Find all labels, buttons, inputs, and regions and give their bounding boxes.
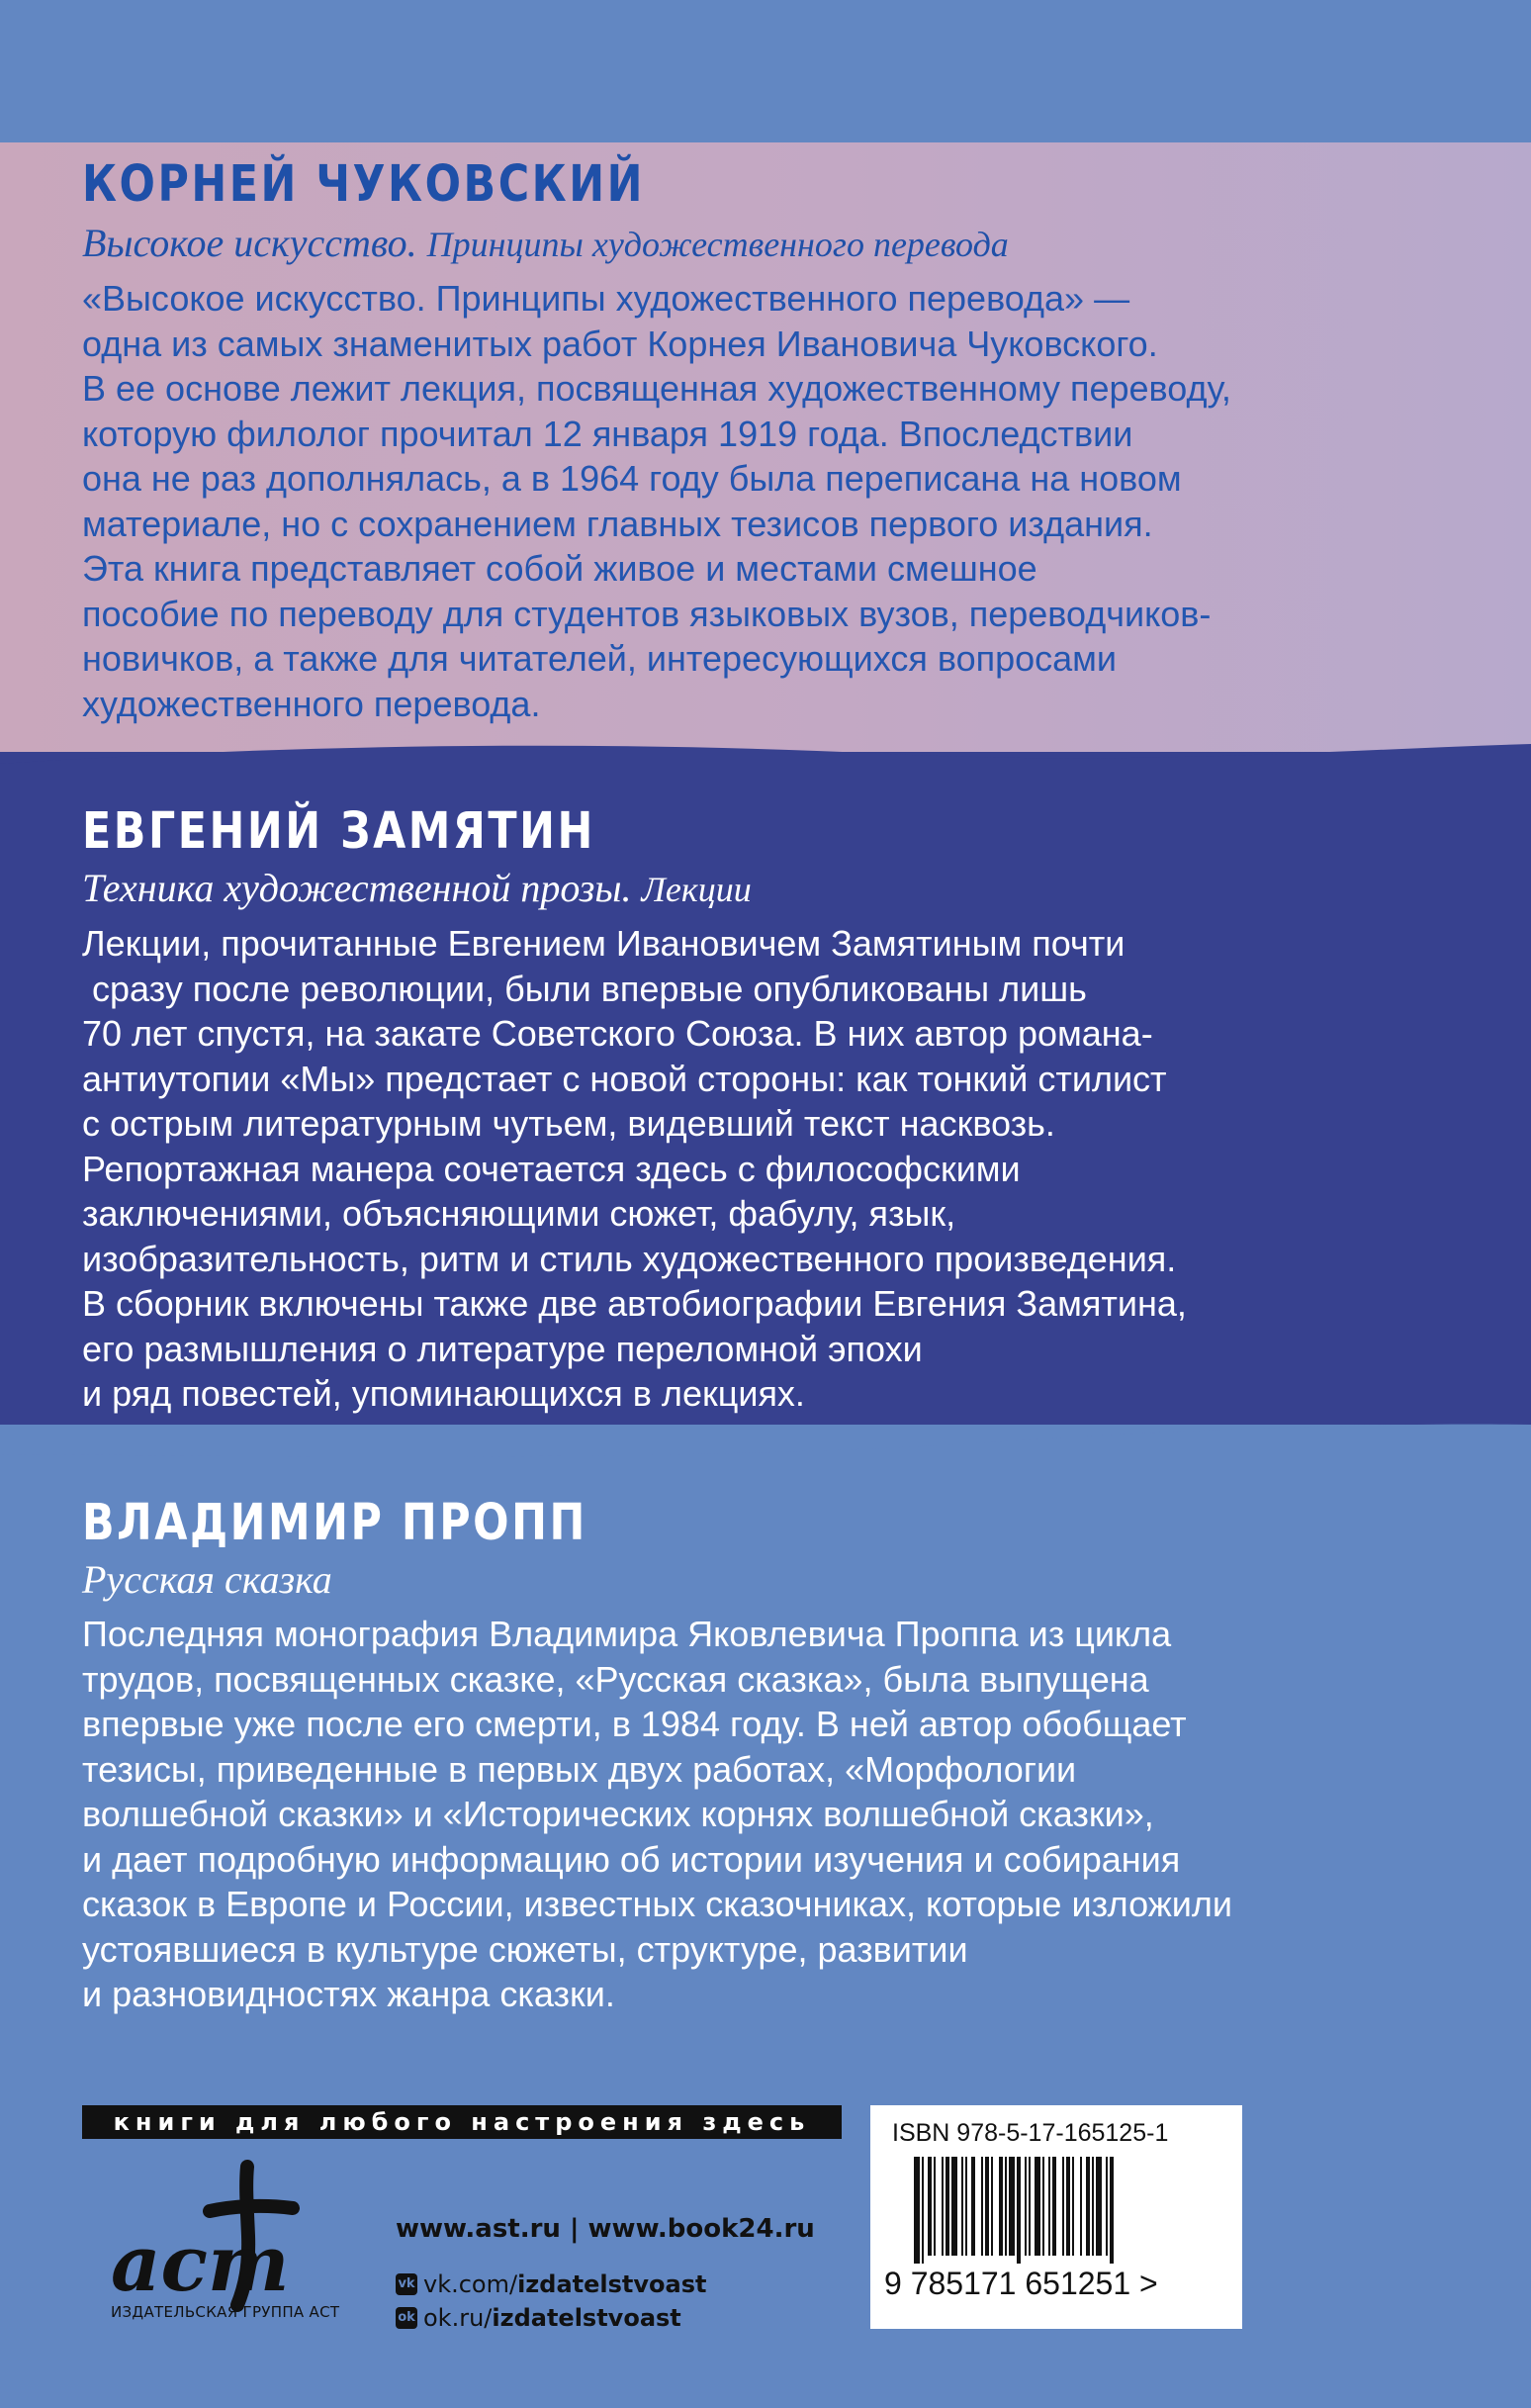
barcode-bar [985, 2157, 989, 2256]
barcode-bar [942, 2157, 944, 2256]
description-line: Лекции, прочитанные Евгением Ивановичем Замятиным почти [82, 923, 1126, 964]
barcode-bar [1092, 2157, 1094, 2256]
barcode-bar [999, 2157, 1003, 2256]
barcode-bar [1062, 2157, 1064, 2256]
title-sub: Лекции [641, 870, 752, 909]
description-line: изобразительность, ритм и стиль художественного произведения. [82, 1238, 1177, 1279]
barcode-bar [1072, 2157, 1074, 2256]
barcode-bar [971, 2157, 975, 2256]
ok-prefix: ok.ru/ [423, 2304, 493, 2332]
vk-prefix: vk.com/ [423, 2270, 518, 2298]
description-line: художественного перевода. [82, 683, 541, 724]
description-line: пособие по переводу для студентов языковых вузов, переводчиков- [82, 593, 1212, 634]
description-line: новичков, а также для читателей, интересующихся вопросами [82, 638, 1118, 679]
barcode-bar [1035, 2157, 1040, 2256]
book-title [82, 216, 1472, 272]
description-line: материале, но с сохранением главных тезисов первого издания. [82, 503, 1153, 544]
barcode-bar [1106, 2157, 1108, 2256]
barcode-digits: 9 785171 651251 > [884, 2266, 1158, 2301]
isbn-barcode-box [870, 2105, 1242, 2329]
ast-logo-icon [99, 2157, 326, 2325]
description-line: В ее основе лежит лекция, посвященная художественному переводу, [82, 368, 1231, 409]
logo-text: аст [111, 2219, 290, 2309]
barcode-bar [1066, 2157, 1070, 2256]
publisher-links [396, 2214, 815, 2335]
barcode-bar [965, 2157, 967, 2256]
website-links[interactable]: www.ast.ru | www.book24.ru [396, 2214, 815, 2244]
isbn-number: ISBN 978-5-17-165125-1 [892, 2119, 1169, 2147]
author-name: ЕВГЕНИЙ ЗАМЯТИН [82, 802, 595, 861]
title-main: Русская сказка [82, 1557, 332, 1602]
description-line: она не раз дополнялась, а в 1964 году была переписана на новом [82, 458, 1182, 499]
description-line: сразу после революции, были впервые опубликованы лишь [82, 968, 1087, 1009]
title-main: Техника художественной прозы. [82, 866, 632, 910]
description-line: с острым литературным чутьем, видевший текст насквозь. [82, 1103, 1055, 1144]
ok-handle: izdatelstvoast [492, 2304, 681, 2332]
ok-link[interactable] [396, 2301, 815, 2335]
barcode-icon [914, 2157, 1207, 2264]
description-line: заключениями, объясняющими сюжет, фабулу, язык, [82, 1193, 956, 1234]
description-line: и ряд повестей, упоминающихся в лекциях. [82, 1373, 805, 1414]
description-line: В сборник включены также две автобиографии Евгения Замятина, [82, 1283, 1187, 1324]
description [82, 921, 1472, 1417]
barcode-bar [1080, 2157, 1082, 2256]
barcode-bar [1042, 2157, 1044, 2256]
barcode-bar [922, 2157, 924, 2264]
description [82, 276, 1472, 726]
description-line: устоявшиеся в культуре сюжеты, структуре, развитии [82, 1928, 968, 1970]
title-sub: Принципы художественного перевода [426, 225, 1009, 264]
description-line: которую филолог прочитал 12 января 1919 года. Впоследствии [82, 413, 1133, 454]
book-section-propp [82, 1495, 1472, 2017]
barcode-bar [961, 2157, 963, 2256]
barcode-bar [1110, 2157, 1114, 2264]
description-line: одна из самых знаменитых работ Корнея Ивановича Чуковского. [82, 323, 1158, 364]
description-line: Репортажная манера сочетается здесь с философскими [82, 1148, 1021, 1189]
title-main: Высокое искусство. [82, 221, 417, 265]
barcode-bar [981, 2157, 983, 2256]
barcode-bar [951, 2157, 957, 2256]
author-name: КОРНЕЙ ЧУКОВСКИЙ [82, 155, 645, 214]
vk-handle: izdatelstvoast [517, 2270, 707, 2298]
book-title [82, 861, 1472, 917]
barcode-bar [946, 2157, 949, 2256]
barcode-bar [1096, 2157, 1102, 2256]
description-line: «Высокое искусство. Принципы художественного перевода» — [82, 278, 1130, 319]
description-line: антиутопии «Мы» предстает с новой стороны: как тонкий стилист [82, 1058, 1167, 1099]
description-line: впервые уже после его смерти, в 1984 году. В ней автор обобщает [82, 1704, 1187, 1744]
author-name: ВЛАДИМИР ПРОПП [82, 1494, 587, 1552]
barcode-bar [1029, 2157, 1031, 2256]
description-line: Эта книга представляет собой живое и местами смешное [82, 548, 1037, 589]
top-band [0, 0, 1531, 146]
barcode-bar [1009, 2157, 1015, 2256]
ok-icon: ok [396, 2307, 417, 2329]
description-line: 70 лет спустя, на закате Советского Союза. В них автор романа- [82, 1013, 1153, 1054]
barcode-bar [991, 2157, 993, 2256]
description-line: Последняя монография Владимира Яковлевича Проппа из цикла [82, 1614, 1172, 1654]
barcode-bar [1025, 2157, 1027, 2256]
book-section-zamyatin [82, 803, 1472, 1417]
barcode-bar [934, 2157, 936, 2256]
description-line: и разновидностях жанра сказки. [82, 1974, 615, 2014]
barcode-bar [1017, 2157, 1021, 2264]
publisher-name: ИЗДАТЕЛЬСКАЯ ГРУППА АСТ [111, 2303, 340, 2321]
description-line: трудов, посвященных сказке, «Русская сказка», была выпущена [82, 1658, 1149, 1700]
vk-icon: vk [396, 2273, 417, 2295]
vk-link[interactable] [396, 2268, 815, 2301]
description-line: сказок в Европе и России, известных сказочниках, которые изложили [82, 1884, 1233, 1924]
barcode-bar [928, 2157, 932, 2256]
barcode-bar [1086, 2157, 1090, 2256]
barcode-bar [914, 2157, 920, 2264]
barcode-bar [1052, 2157, 1056, 2256]
description-line: волшебной сказки» и «Исторических корнях волшебной сказки», [82, 1794, 1154, 1834]
description [82, 1612, 1472, 2017]
barcode-bar [1005, 2157, 1007, 2256]
book-section-chukovsky [82, 156, 1472, 726]
description-line: и дает подробную информацию об истории изучения и собирания [82, 1838, 1181, 1880]
barcode-bar [1048, 2157, 1050, 2256]
description-line: его размышления о литературе переломной эпохи [82, 1328, 923, 1369]
wave-divider-top [0, 736, 1531, 786]
book-title [82, 1552, 1472, 1608]
slogan-banner: книги для любого настроения здесь [82, 2105, 842, 2139]
description-line: тезисы, приведенные в первых двух работах, «Морфологии [82, 1748, 1077, 1790]
